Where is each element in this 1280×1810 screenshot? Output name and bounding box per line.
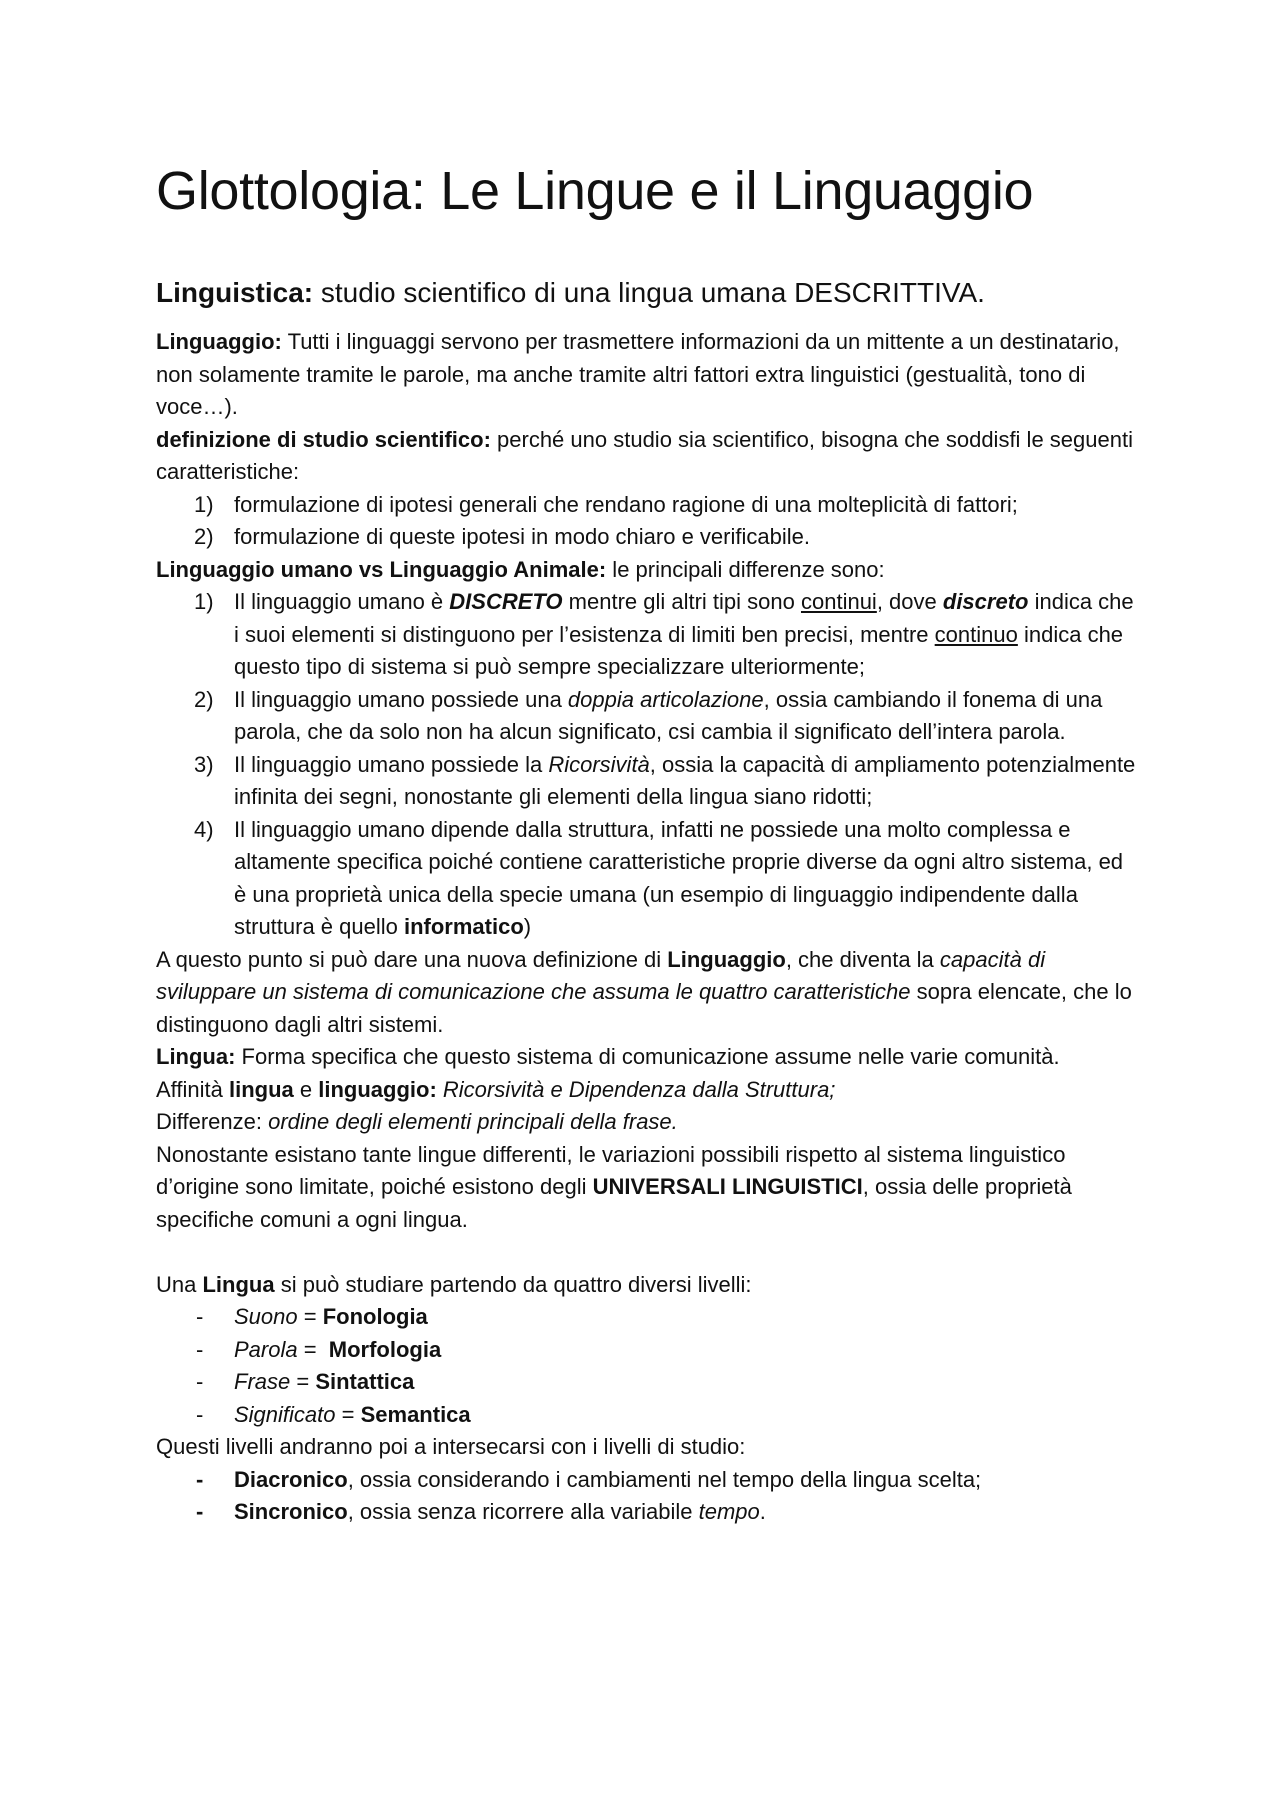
definition-italic: capacità di sviluppare un sistema di comunicazione che assuma le quattro caratteristiche (156, 946, 1046, 1004)
text-run: , ossia cambiando il fonema di una parola, che da solo non ha alcun significato, csi cambia il significato dell’intera parola. (234, 686, 1103, 744)
list-item (156, 586, 1136, 684)
term-diacronico: Diacronico (234, 1466, 348, 1492)
list-item (156, 684, 1136, 749)
term-umano-vs-animale: Linguaggio umano vs Linguaggio Animale: (156, 556, 607, 582)
paragraph-nuova-definizione (156, 944, 1136, 1042)
term-informatico: informatico (403, 914, 524, 939)
list-item (156, 1496, 1136, 1529)
list-number: 1) (194, 589, 214, 614)
list-item (156, 749, 1136, 814)
text-run: Nonostante esistano tante lingue differenti, le variazioni possibili rispetto al sistema linguistico d’origine sono limitate, poiché esistono degli (156, 1141, 1066, 1199)
list-caratteristiche-scientifiche (156, 489, 1136, 554)
text-run: Differenze: (156, 1109, 269, 1134)
paragraph-text: perché uno studio sia scientifico, bisogna che soddisfi le seguenti caratteristiche: (156, 426, 1133, 484)
document-page (156, 158, 1136, 1529)
list-livelli-studio (156, 1464, 1136, 1529)
list-number: 2) (194, 686, 214, 712)
list-differenze (156, 586, 1136, 944)
list-item (156, 1334, 1136, 1367)
list-number: 3) (194, 751, 214, 777)
equals-sign: = (290, 1369, 316, 1394)
paragraph-definizione (156, 424, 1136, 489)
equals-sign: = (335, 1401, 361, 1427)
paragraph-universali (156, 1139, 1136, 1237)
term-ricorsivita: Ricorsività (548, 751, 650, 777)
text-run: , ossia la capacità di ampliamento potenzialmente infinita dei segni, nonostante gli elementi della lingua siano ridotti; (234, 751, 1136, 809)
differenze-italic: ordine degli elementi principali della frase. (268, 1109, 678, 1134)
term-continuo: continuo (934, 621, 1018, 647)
text-run: Il linguaggio umano possiede una (234, 686, 568, 712)
list-item (156, 1399, 1136, 1432)
text-run: mentre gli altri tipi sono (562, 589, 801, 614)
level-term: Frase (234, 1369, 291, 1394)
paragraph-text: le principali differenze sono: (606, 556, 885, 582)
level-value: Semantica (360, 1401, 471, 1427)
text-run: Il linguaggio umano dipende dalla struttura, infatti ne possiede una molto complessa e altamente specifica poiché contiene caratteristiche proprie diverse da ogni altro sistema, ed è una proprietà unica della specie umana (un esempio di linguaggio indipendente dalla struttura è quello (234, 816, 1124, 939)
text-run: sopra elencate, che lo distinguono dagli altri sistemi. (156, 979, 1132, 1037)
document-title: Glottologia: Le Lingue e il Linguaggio (156, 161, 1034, 221)
term-discreto-caps: DISCRETO (449, 589, 563, 614)
dash-bullet: - (196, 1369, 204, 1394)
dash-bullet: - (196, 1466, 204, 1492)
paragraph-lingua (156, 1041, 1136, 1074)
term-lingua-bold: lingua (228, 1076, 294, 1102)
paragraph-linguaggio (156, 326, 1136, 424)
term-sincronico: Sincronico (234, 1499, 348, 1524)
list-item (156, 1464, 1136, 1497)
paragraph-intersecarsi: Questi livelli andranno poi a intersecarsi con i livelli di studio: (156, 1434, 746, 1459)
text-run: Il linguaggio umano è (234, 589, 450, 614)
term-linguaggio-colon: linguaggio: (318, 1076, 437, 1102)
text-run: indica che i suoi elementi si distinguono per l’esistenza di limiti ben precisi, mentre (234, 589, 1134, 647)
paragraph-umano-vs-animale (156, 554, 1136, 587)
list-item (156, 1301, 1136, 1334)
text-run: , dove (876, 589, 943, 614)
list-number: 1) (194, 491, 214, 517)
term-lingua-bold: Lingua (202, 1271, 275, 1297)
term-universali-linguistici: UNIVERSALI LINGUISTICI (592, 1174, 863, 1199)
text-run: , ossia delle proprietà specifiche comuni a ogni lingua. (156, 1174, 1072, 1232)
term-tempo: tempo (698, 1499, 760, 1524)
paragraph-differenze (156, 1106, 1136, 1139)
text-run: si può studiare partendo da quattro diversi livelli: (274, 1271, 752, 1297)
term-linguaggio: Linguaggio: (156, 329, 282, 354)
list-item (156, 814, 1136, 944)
text-run: Una (156, 1271, 203, 1297)
text-run: , che diventa la (785, 946, 940, 972)
text-run: . (759, 1499, 766, 1524)
text-run: e (293, 1076, 319, 1102)
text-run: Affinità (156, 1076, 229, 1102)
level-term: Suono (234, 1304, 298, 1329)
term-doppia-articolazione: doppia articolazione (567, 686, 764, 712)
blank-line (156, 1236, 1136, 1269)
text-run: indica che questo tipo di sistema si può sempre specializzare ulteriormente; (234, 621, 1124, 679)
section-heading-linguistica (156, 274, 1136, 312)
heading-term: Linguistica: (156, 277, 314, 308)
dash-bullet: - (196, 1499, 204, 1524)
paragraph-livelli (156, 1269, 1136, 1302)
paragraph-affinita (156, 1074, 1136, 1107)
term-continui: continui (800, 589, 877, 614)
text-run: ) (523, 914, 532, 939)
paragraph-text: Forma specifica che questo sistema di comunicazione assume nelle varie comunità. (235, 1044, 1060, 1069)
level-term: Significato (234, 1401, 336, 1427)
term-linguaggio-bold: Linguaggio (667, 946, 786, 972)
level-value: Morfologia (328, 1336, 442, 1362)
text-run: , ossia considerando i cambiamenti nel tempo della lingua scelta; (347, 1466, 982, 1492)
document-body (156, 326, 1136, 1529)
list-item (156, 521, 1136, 554)
paragraph-text: Tutti i linguaggi servono per trasmettere informazioni da un mittente a un destinatario, non solamente tramite le parole, ma anche tramite altri fattori extra linguistici (gestualità, tono di voce…). (156, 329, 1120, 419)
list-item-text: formulazione di queste ipotesi in modo chiaro e verificabile. (234, 524, 810, 549)
text-run: A questo punto si può dare una nuova definizione di (156, 946, 668, 972)
text-run: , ossia senza ricorrere alla variabile (347, 1499, 699, 1524)
dash-bullet: - (196, 1401, 204, 1427)
heading-text: studio scientifico di una lingua umana DESCRITTIVA. (313, 277, 985, 308)
list-number: 2) (194, 524, 214, 549)
level-term: Parola (234, 1336, 298, 1362)
text-run: Il linguaggio umano possiede la (234, 751, 549, 777)
affinita-italic: Ricorsività e Dipendenza dalla Struttura; (442, 1076, 836, 1102)
list-item-text: formulazione di ipotesi generali che rendano ragione di una molteplicità di fattori; (234, 491, 1018, 517)
term-lingua: Lingua: (156, 1044, 236, 1069)
equals-sign: = (297, 1336, 329, 1362)
level-value: Sintattica (315, 1369, 415, 1394)
term-definizione: definizione di studio scientifico: (156, 426, 491, 452)
dash-bullet: - (196, 1304, 204, 1329)
list-item (156, 1366, 1136, 1399)
list-livelli (156, 1301, 1136, 1431)
level-value: Fonologia (322, 1304, 428, 1329)
list-number: 4) (194, 816, 214, 842)
equals-sign: = (297, 1304, 323, 1329)
term-discreto: discreto (942, 589, 1029, 614)
list-item (156, 489, 1136, 522)
dash-bullet: - (196, 1336, 204, 1362)
